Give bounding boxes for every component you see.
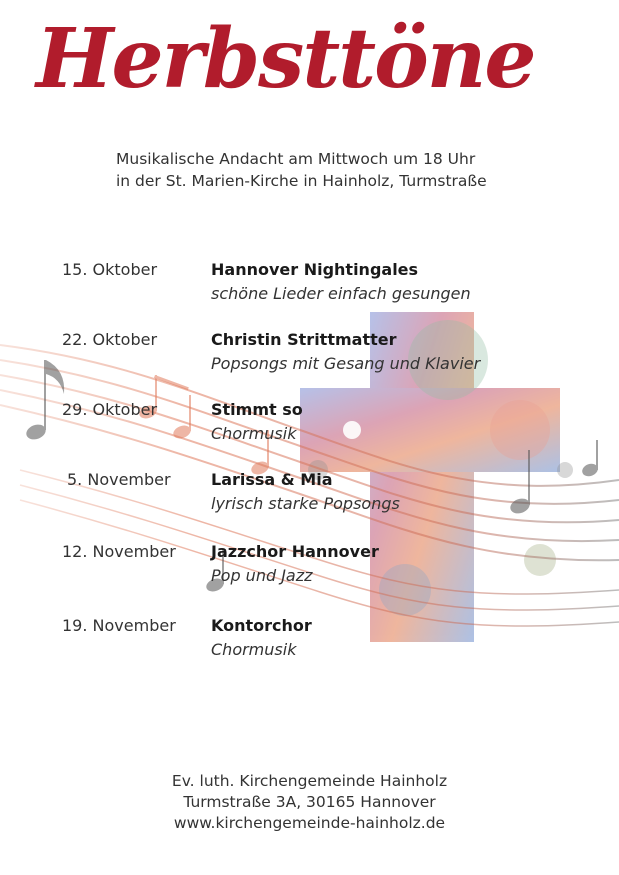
page-title: Herbsttöne — [36, 11, 535, 107]
event-item — [0, 540, 619, 590]
footer-address — [0, 771, 619, 834]
event-description: Pop und Jazz — [211, 566, 313, 585]
footer-organization: Ev. luth. Kirchengemeinde Hainholz — [171, 772, 448, 790]
event-date: 15. Oktober — [62, 260, 158, 279]
event-item — [0, 614, 619, 664]
event-description: schöne Lieder einfach gesungen — [211, 284, 471, 303]
event-item — [0, 328, 619, 378]
event-description: lyrisch starke Popsongs — [211, 494, 400, 513]
event-description: Chormusik — [211, 640, 297, 659]
subtitle-line-1: Musikalische Andacht am Mittwoch um 18 Uhr — [116, 150, 476, 168]
footer-street: Turmstraße 3A, 30165 Hannover — [183, 793, 436, 811]
event-title: Stimmt so — [211, 400, 303, 419]
event-date: 29. Oktober — [62, 400, 158, 419]
event-item — [0, 398, 619, 448]
event-description: Chormusik — [211, 424, 297, 443]
footer-website-link[interactable]: www.kirchengemeinde-hainholz.de — [173, 814, 446, 832]
event-title: Larissa & Mia — [211, 470, 333, 489]
subtitle-line-2: in der St. Marien-Kirche in Hainholz, Turmstraße — [116, 172, 487, 190]
subtitle — [116, 148, 487, 192]
event-item — [0, 468, 619, 518]
event-item — [0, 258, 619, 308]
event-date: 19. November — [62, 616, 176, 635]
event-title: Hannover Nightingales — [211, 260, 419, 279]
event-title: Christin Strittmatter — [211, 330, 397, 349]
event-title: Jazzchor Hannover — [211, 542, 379, 561]
event-date: 5. November — [67, 470, 171, 489]
event-date: 22. Oktober — [62, 330, 158, 349]
event-description: Popsongs mit Gesang und Klavier — [211, 354, 481, 373]
event-title: Kontorchor — [211, 616, 312, 635]
event-date: 12. November — [62, 542, 176, 561]
